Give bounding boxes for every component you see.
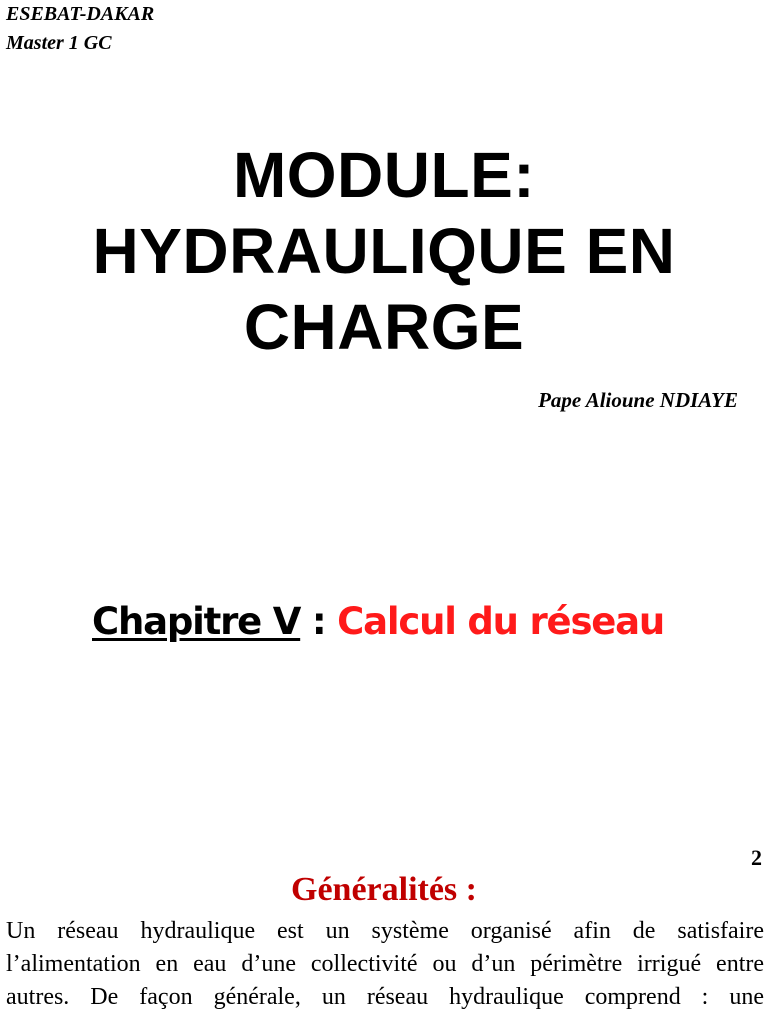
page-number: 2 (751, 845, 762, 870)
section-body (6, 915, 764, 1014)
module-title (0, 137, 768, 365)
author-name: Pape Alioune NDIAYE (538, 388, 738, 412)
body-line: autres. De façon générale, un réseau hydraulique comprend : une (6, 984, 764, 1010)
chapter-separator: : (300, 600, 338, 643)
body-line: l’alimentation en eau d’une collectivité ou d’un périmètre irrigué entre (6, 951, 764, 977)
module-title-line: CHARGE (243, 291, 525, 363)
module-title-line: MODULE: (232, 139, 536, 211)
body-line: Un réseau hydraulique est un système organisé afin de satisfaire (6, 918, 764, 944)
chapter-label: Chapitre V (92, 600, 301, 643)
header-institution: ESEBAT-DAKAR (6, 3, 155, 25)
chapter-name: Calcul du réseau (337, 600, 665, 643)
module-title-line: HYDRAULIQUE EN (92, 215, 676, 287)
header-program: Master 1 GC (6, 32, 112, 54)
section-title: Généralités : (291, 871, 477, 908)
chapter-heading (92, 597, 664, 647)
